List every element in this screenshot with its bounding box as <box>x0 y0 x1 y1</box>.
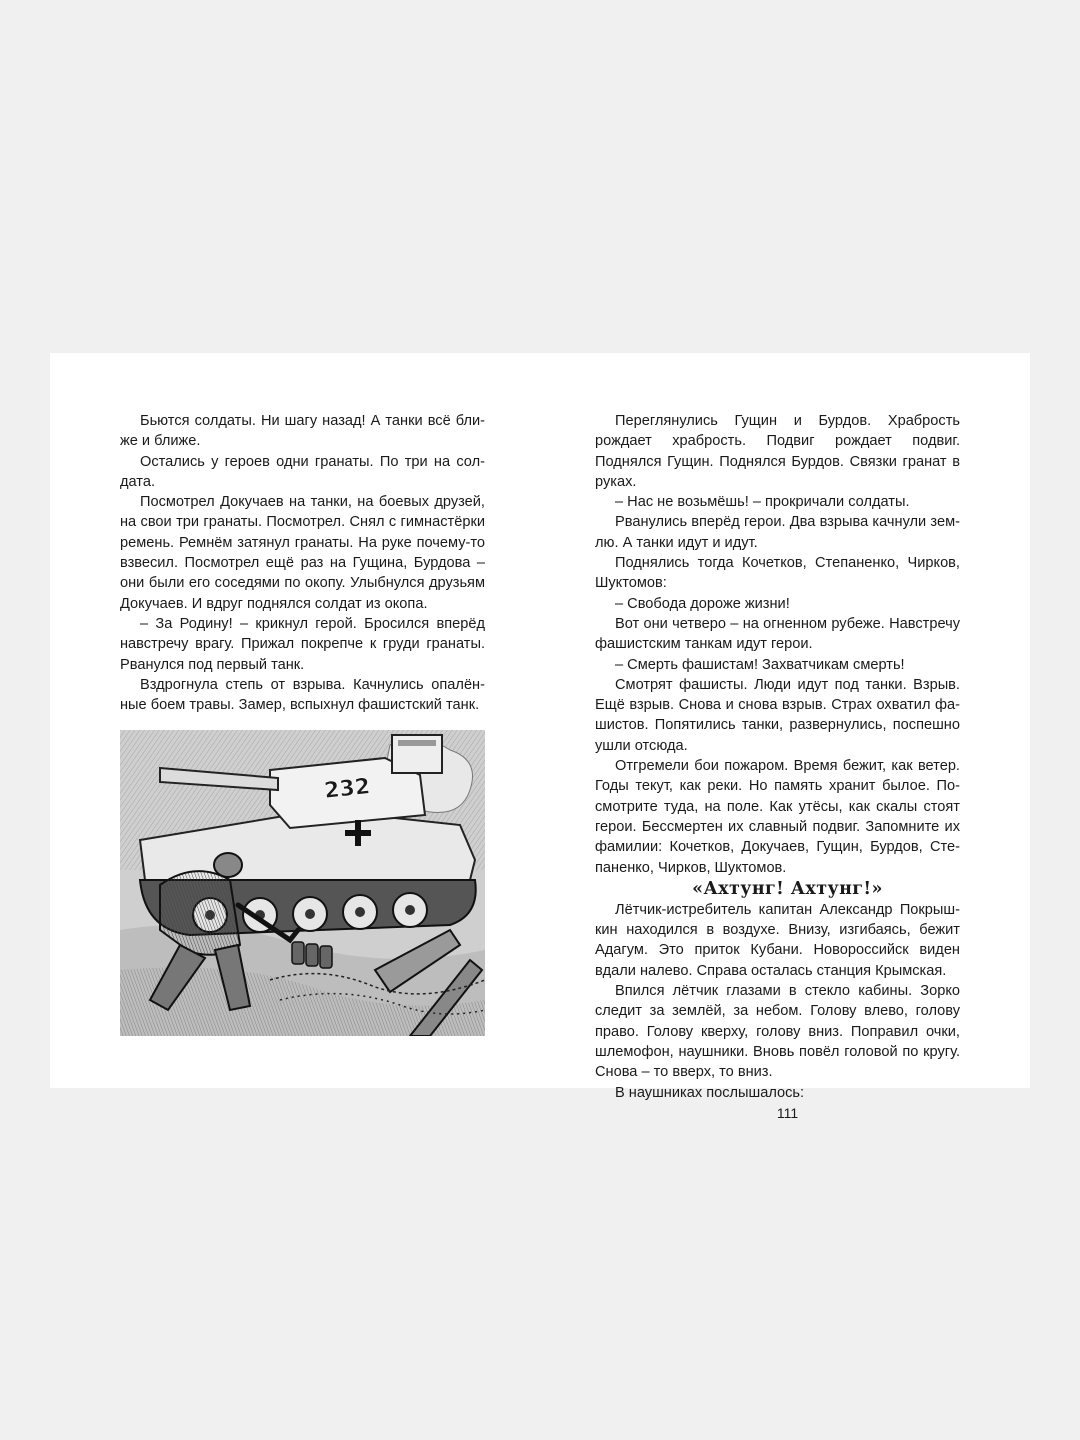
page-number: 111 <box>776 1104 799 1121</box>
paragraph: Впился лётчик глазами в стекло кабины. Зорко следит за землёй, за небом. Голову влево, голову право. Голову кверху, голову вниз. Поправил очки, шлемофон, наушники. Вновь повёл головой по кругу. Снова – то вверх, то вниз. <box>595 983 960 1081</box>
paragraph: Поднялись тогда Кочетков, Степаненко, Чирков, Шуктомов: <box>595 555 960 592</box>
paragraph: Вздрогнула степь от взрыва. Качнулись опалённые боем травы. Замер, вспыхнул фашистский танк. <box>120 676 485 714</box>
paragraph: – Нас не возьмёшь! – прокричали солдаты. <box>615 494 910 511</box>
paragraph: Лётчик-истребитель капитан Александр Покрышкин находился в воздухе. Внизу, изгибаясь, бежит Адагум. Это приток Кубани. Новороссийск виден вдали налево. Справа осталась станция Крымская. <box>595 901 960 979</box>
paragraph: В наушниках послышалось: <box>615 1084 805 1101</box>
paragraph: Вот они четверо – на огненном рубеже. Навстречу фашистским танкам идут герои. <box>595 615 960 653</box>
left-page <box>120 411 485 1036</box>
tank-number: 232 <box>323 774 372 805</box>
paragraph: – Свобода дороже жизни! <box>615 595 790 612</box>
paragraph: – За Родину! – крикнул герой. Бросился вперёд навстречу врагу. Прижал покрепче к груди гранаты. Рванулся под первый танк. <box>120 615 485 673</box>
paragraph: Бьются солдаты. Ни шагу назад! А танки всё ближе и ближе. <box>120 413 485 450</box>
book-spread <box>50 353 1030 1121</box>
paragraph: Переглянулись Гущин и Бурдов. Храбрость рождает храбрость. Подвиг рождает подвиг. Поднялся Гущин. Поднялся Бурдов. Связки гранат в руках. <box>595 413 960 490</box>
paragraph: Отгремели бои пожаром. Время бежит, как ветер. Годы текут, как реки. Но память хранит былое. Посмотрите туда, на поле. Как утёсы, как скалы стоят герои. Бессмертен их славный подвиг. Запомните их фамилии: Кочетков, Докучаев, Гущин, Бурдов, Степаненко, Чирков, Шуктомов. <box>595 758 960 876</box>
right-page <box>595 411 960 1123</box>
tank-illustration <box>120 730 485 1036</box>
paragraph: Посмотрел Докучаев на танки, на боевых друзей, на свои три гранаты. Посмотрел. Снял с гимнастёрки ремень. Ремнём затянул гранаты. На руке почему-то взвесил. Посмотрел ещё раз на Гущина, Бурдова – они были его соседями по окопу. Улыбнулся друзьям Докучаев. И вдруг поднялся солдат из окопа. <box>120 494 485 612</box>
paragraph: Остались у героев одни гранаты. По три на солдата. <box>120 453 485 490</box>
paragraph: – Смерть фашистам! Захватчикам смерть! <box>615 656 905 673</box>
paragraph: Рванулись вперёд герои. Два взрыва качнули землю. А танки идут и идут. <box>595 514 960 551</box>
paragraph: Смотрят фашисты. Люди идут под танки. Взрыв. Ещё взрыв. Снова и снова взрыв. Страх охватил фашистов. Попятились танки, развернулись, поспешно ушли отсюда. <box>595 676 960 754</box>
chapter-heading: «Ахтунг! Ахтунг!» <box>692 878 883 899</box>
